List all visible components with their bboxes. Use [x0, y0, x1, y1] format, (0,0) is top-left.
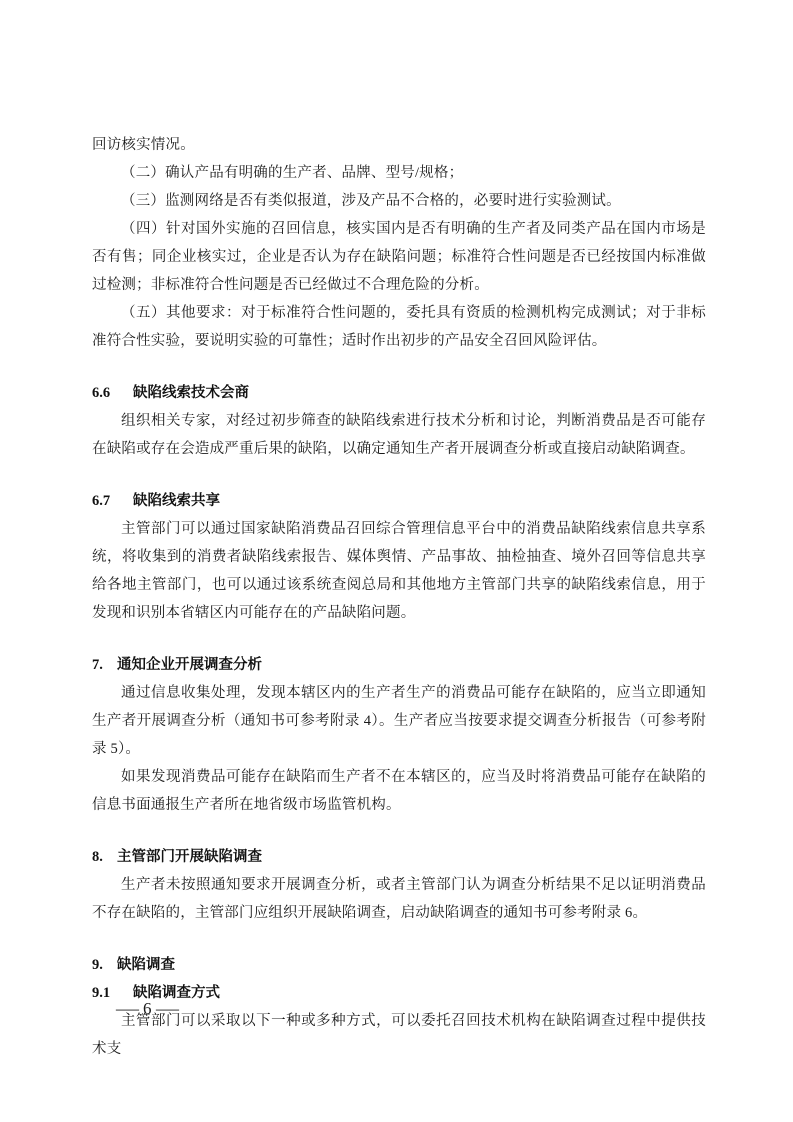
- heading-title: 通知企业开展调查分析: [117, 657, 262, 673]
- paragraph: 组织相关专家，对经过初步筛查的缺陷线索进行技术分析和讨论，判断消费品是否可能存在缺陷或存在会造成严重后果的缺陷，以确定通知生产者开展调查分析或直接启动缺陷调查。: [92, 413, 706, 457]
- section-heading-7: [92, 651, 706, 679]
- heading-number: 6.7: [92, 493, 111, 509]
- page-footer: [112, 999, 183, 1019]
- section-heading-6-7: [92, 487, 706, 515]
- list-item-4: （四）针对国外实施的召回信息，核实国内是否有明确的生产者及同类产品在国内市场是否有售；同企业核实过，企业是否认为存在缺陷问题；标准符合性问题是否已经按国内标准做过检测；非标准符合性问题是否已经做过不合理危险的分析。: [92, 221, 706, 293]
- document-content: [92, 131, 706, 1063]
- list-item-3: （三）监测网络是否有类似报道，涉及产品不合格的，必要时进行实验测试。: [121, 193, 621, 209]
- paragraph: 通过信息收集处理，发现本辖区内的生产者生产的消费品可能存在缺陷的，应当立即通知生产者开展调查分析（通知书可参考附录 4）。生产者应当按要求提交调查分析报告（可参考附录 5）。: [92, 685, 706, 757]
- heading-number: 7.: [92, 657, 103, 673]
- heading-title: 缺陷线索技术会商: [133, 385, 249, 401]
- footer-dash-right: —: [155, 999, 179, 1018]
- section-heading-6-6: [92, 379, 706, 407]
- section-heading-9: [92, 951, 706, 979]
- heading-title: 缺陷调查: [117, 957, 175, 973]
- paragraph: 如果发现消费品可能存在缺陷而生产者不在本辖区的，应当及时将消费品可能存在缺陷的信息书面通报生产者所在地省级市场监管机构。: [92, 769, 706, 813]
- list-item-2: （二）确认产品有明确的生产者、品牌、型号/规格；: [121, 165, 464, 181]
- heading-number: 8.: [92, 849, 103, 865]
- list-item-5: （五）其他要求：对于标准符合性问题的，委托具有资质的检测机构完成测试；对于非标准符合性实验，要说明实验的可靠性；适时作出初步的产品安全召回风险评估。: [92, 305, 706, 349]
- paragraph: 主管部门可以采取以下一种或多种方式，可以委托召回技术机构在缺陷调查过程中提供技术支: [92, 1013, 706, 1057]
- paragraph: 生产者未按照通知要求开展调查分析，或者主管部门认为调查分析结果不足以证明消费品不存在缺陷的，主管部门应组织开展缺陷调查，启动缺陷调查的通知书可参考附录 6。: [92, 877, 706, 921]
- footer-page-number: 6: [143, 999, 152, 1018]
- paragraph-continuation: 回访核实情况。: [92, 137, 195, 153]
- heading-title: 缺陷线索共享: [133, 493, 220, 509]
- heading-number: 9.1: [92, 985, 111, 1001]
- section-heading-8: [92, 843, 706, 871]
- footer-dash-left: —: [116, 999, 139, 1018]
- paragraph: 主管部门可以通过国家缺陷消费品召回综合管理信息平台中的消费品缺陷线索信息共享系统，将收集到的消费者缺陷线索报告、媒体舆情、产品事故、抽检抽查、境外召回等信息共享给各地主管部门，也可以通过该系统查阅总局和其他地方主管部门共享的缺陷线索信息，用于发现和识别本省辖区内可能存在的产品缺陷问题。: [92, 521, 706, 621]
- section-heading-9-1: [92, 979, 706, 1007]
- heading-title: 主管部门开展缺陷调查: [117, 849, 262, 865]
- heading-number: 6.6: [92, 385, 111, 401]
- heading-number: 9.: [92, 957, 103, 973]
- heading-title: 缺陷调查方式: [133, 985, 220, 1001]
